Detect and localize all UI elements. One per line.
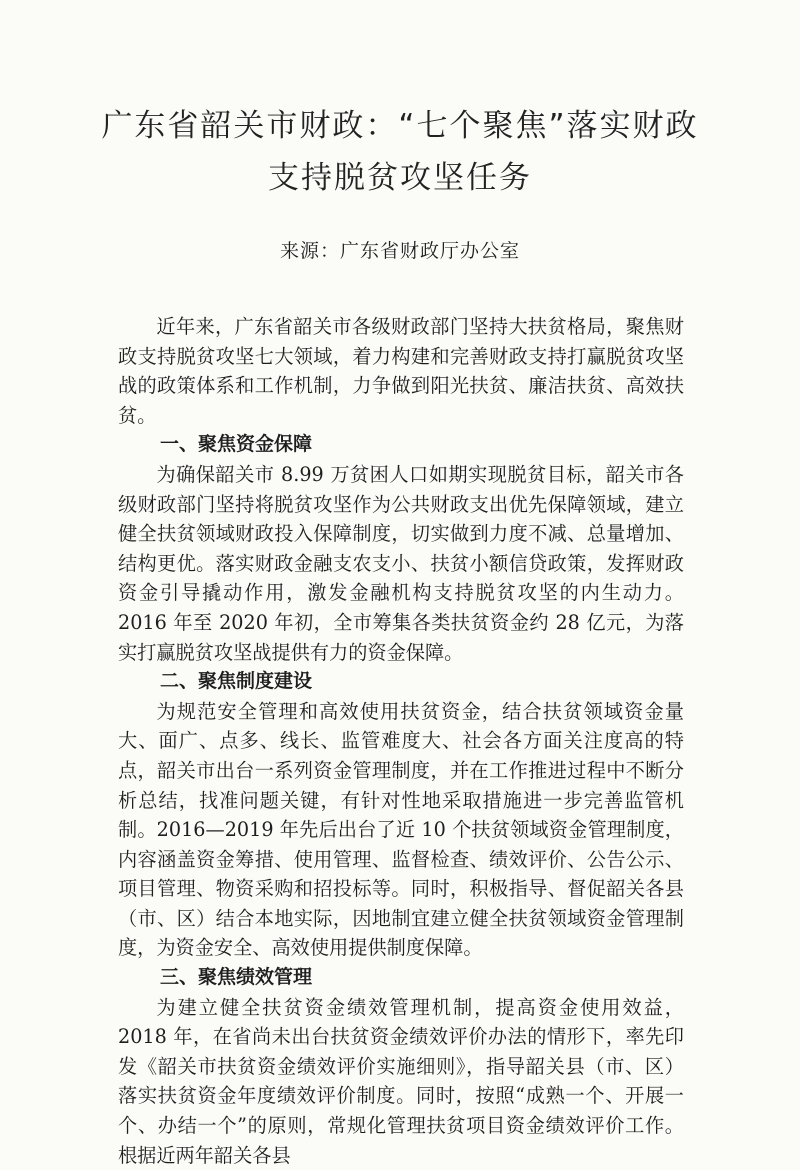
section-paragraph-1: 为确保韶关市 8.99 万贫困人口如期实现脱贫目标，韶关市各级财政部门坚持将脱贫攻坚作为公共财政支出优先保障领域，建立健全扶贫领域财政投入保障制度，切实做到力度不减、总量增加、结构更优。落实财政金融支农支小、扶贫小额信贷政策，发挥财政资金引导撬动作用，激发金融机构支持脱贫攻坚的内生动力。2016 年至 2020 年初，全市筹集各类扶贫资金约 28 亿元，为落实打赢脱贫攻坚战提供有力的资金保障。 (118, 462, 684, 664)
title-line-2: 支持脱贫攻坚任务 (268, 160, 532, 196)
section-heading-2: 二、聚焦制度建设 (160, 670, 313, 693)
section-heading-1: 一、聚焦资金保障 (160, 433, 313, 456)
title-line-1: 广东省韶关市财政：“七个聚焦”落实财政 (101, 108, 699, 144)
intro-paragraph: 近年来，广东省韶关市各级财政部门坚持大扶贫格局，聚焦财政支持脱贫攻坚七大领域，着力构建和完善财政支持打赢脱贫攻坚战的政策体系和工作机制，力争做到阳光扶贫、廉洁扶贫、高效扶贫。 (118, 315, 684, 427)
source-line: 来源：广东省财政厅办公室 (279, 240, 520, 262)
section-paragraph-3: 为建立健全扶贫资金绩效管理机制，提高资金使用效益，2018 年，在省尚未出台扶贫资金绩效评价办法的情形下，率先印发《韶关市扶贫资金绩效评价实施细则》，指导韶关县（市、区）落实扶贫资金年度绩效评价制度。同时，按照“成熟一个、开展一个、办结一个”的原则，常规化管理扶贫项目资金绩效评价工作。根据近两年韶关各县 (118, 995, 684, 1167)
section-heading-3: 三、聚焦绩效管理 (160, 966, 313, 989)
document-body (118, 312, 684, 1170)
document-title (0, 100, 800, 204)
section-paragraph-2: 为规范安全管理和高效使用扶贫资金，结合扶贫领域资金量大、面广、点多、线长、监管难度大、社会各方面关注度高的特点，韶关市出台一系列资金管理制度，并在工作推进过程中不断分析总结，找准问题关键，有针对性地采取措施进一步完善监管机制。2016—2019 年先后出台了近 10 个扶贫领域资金管理制度，内容涵盖资金筹措、使用管理、监督检查、绩效评价、公告公示、项目管理、物资采购和招投标等。同时，积极指导、督促韶关各县（市、区）结合本地实际，因地制宜建立健全扶贫领域资金管理制度，为资金安全、高效使用提供制度保障。 (118, 699, 684, 960)
